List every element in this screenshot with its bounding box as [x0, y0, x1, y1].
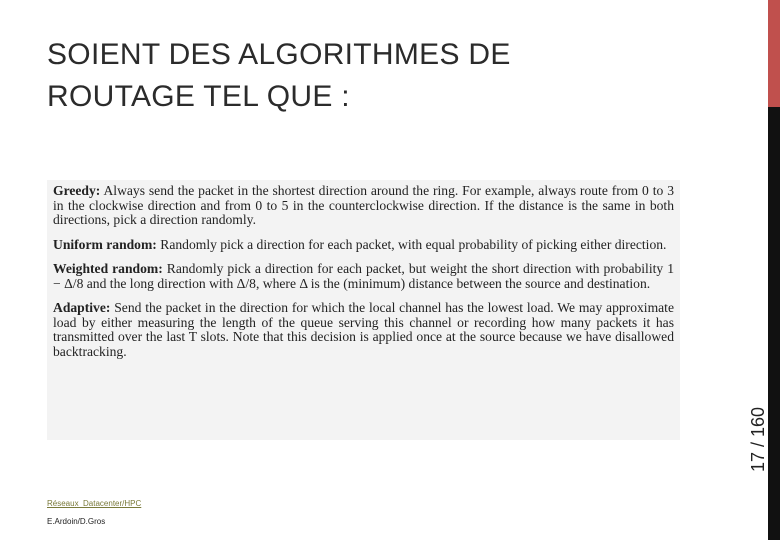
- term-adaptive: Adaptive:: [53, 300, 111, 315]
- footer-author: E.Ardoin/D.Gros: [47, 517, 106, 526]
- paragraph-adaptive: [53, 301, 674, 359]
- paragraph-greedy: [53, 184, 674, 228]
- text-adaptive: Send the packet in the direction for which the local channel has the lowest load. We may approximate load by either measuring the length of the queue serving this channel or recording how many packets it has transmitted over the last T slots. Note that this decision is applied once at the source because we have disallowed backtracking.: [53, 300, 674, 359]
- paragraph-weighted-random: [53, 262, 674, 291]
- accent-bar: [768, 0, 780, 107]
- term-uniform-random: Uniform random:: [53, 236, 157, 252]
- text-uniform-random: Randomly pick a direction for each packet, with equal probability of picking either direction.: [160, 236, 667, 252]
- footer-link[interactable]: Réseaux_Datacenter/HPC: [47, 499, 142, 508]
- slide-title: SOIENT DES ALGORITHMES DE ROUTAGE TEL QUE :: [47, 38, 511, 113]
- text-greedy: Always send the packet in the shortest direction around the ring. For example, always route from 0 to 3 in the clockwise direction and from 0 to 5 in the counterclockwise direction. If the distance is the same in both directions, pick a direction randomly.: [53, 183, 674, 227]
- dark-side-bar: [768, 107, 780, 540]
- term-weighted-random: Weighted random:: [53, 261, 163, 276]
- term-greedy: Greedy:: [53, 183, 101, 198]
- page-number: 17 / 160: [748, 406, 768, 472]
- paragraph-uniform-random: [53, 238, 674, 253]
- scanned-text-image: [47, 180, 680, 440]
- text-weighted-random: Randomly pick a direction for each packet, but weight the short direction with probability 1 − Δ/8 and the long direction with Δ/8, where Δ is the (minimum) distance between the source and destination.: [53, 261, 674, 291]
